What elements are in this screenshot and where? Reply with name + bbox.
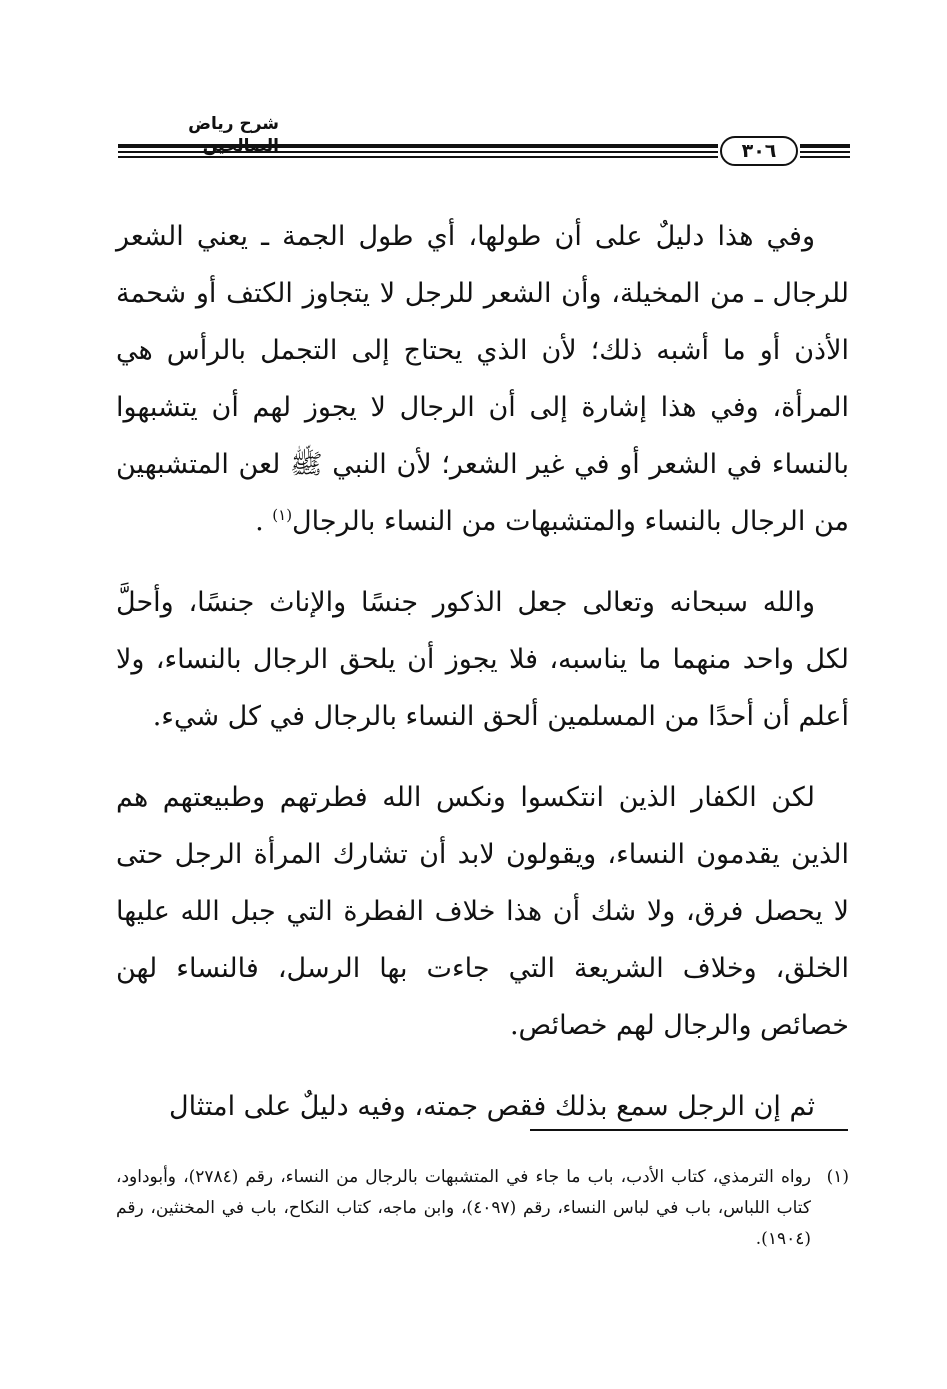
footnote-text: رواه الترمذي، كتاب الأدب، باب ما جاء في المتشبهات بالرجال من النساء، رقم (٢٧٨٤)، وأبوداود، كتاب اللباس، باب في لباس النساء، رقم (٤٠٩٧)، وابن ماجه، كتاب النكاح، باب في المخنثين، رقم (١٩٠٤). xyxy=(116,1167,812,1249)
footnote xyxy=(116,1162,849,1255)
paragraph-2: والله سبحانه وتعالى جعل الذكور جنسًا والإناث جنسًا، وأحلَّ لكل واحد منهما ما يناسبه، فلا يجوز أن يلحق الرجال بالنساء، ولا أعلم أن أحدًا من المسلمين ألحق النساء بالرجال في كل شيء. xyxy=(116,587,849,732)
header-rule-left-thin-2 xyxy=(118,156,718,158)
header-rule-right-thin-1 xyxy=(800,151,850,153)
running-header-title: شرح رياض xyxy=(188,114,279,134)
page-number: ٣٠٦ xyxy=(741,140,777,162)
footnote-separator xyxy=(530,1129,848,1131)
main-text xyxy=(116,208,849,1159)
header-rule-left-thick xyxy=(118,144,718,148)
paragraph-3: لكن الكفار الذين انتكسوا ونكس الله فطرتهم وطبيعتهم هم الذين يقدمون النساء، ويقولون لابد أن تشارك المرأة الرجل حتى لا يحصل فرق، ولا شك أن هذا خلاف الفطرة التي جبل الله عليها الخلق، وخلاف الشريعة التي جاءت بها الرسل، فالنساء لهن خصائص والرجال لهم خصائص. xyxy=(116,782,849,1041)
footnote-reference: (١) xyxy=(272,506,293,524)
paragraph-1 xyxy=(116,208,849,550)
paragraph-1-text: وفي هذا دليلٌ على أن طولها، أي طول الجمة ـ يعني الشعر للرجال ـ من المخيلة، وأن الشعر للرجل لا يتجاوز الكتف أو شحمة الأذن أو ما أشبه ذلك؛ لأن الذي يحتاج إلى التجمل بالرأس هي المرأة، وفي هذا إشارة إلى أن الرجال لا يجوز لهم أن يتشبهوا بالنساء في الشعر أو في غير الشعر؛ لأن النبي ﷺ لعن المتشبهين من الرجال بالنساء والمتشبهات من النساء بالرجال xyxy=(116,221,849,537)
header-rule-right-thick xyxy=(800,144,850,148)
paragraph-1-end: . xyxy=(255,506,273,537)
page-number-badge xyxy=(720,136,798,166)
footnote-number: (١) xyxy=(826,1167,849,1187)
header-rule-left-thin-1 xyxy=(118,151,718,153)
paragraph-4: ثم إن الرجل سمع بذلك فقص جمته، وفيه دليلٌ على امتثال xyxy=(168,1091,815,1122)
header-rule-right-thin-2 xyxy=(800,156,850,158)
